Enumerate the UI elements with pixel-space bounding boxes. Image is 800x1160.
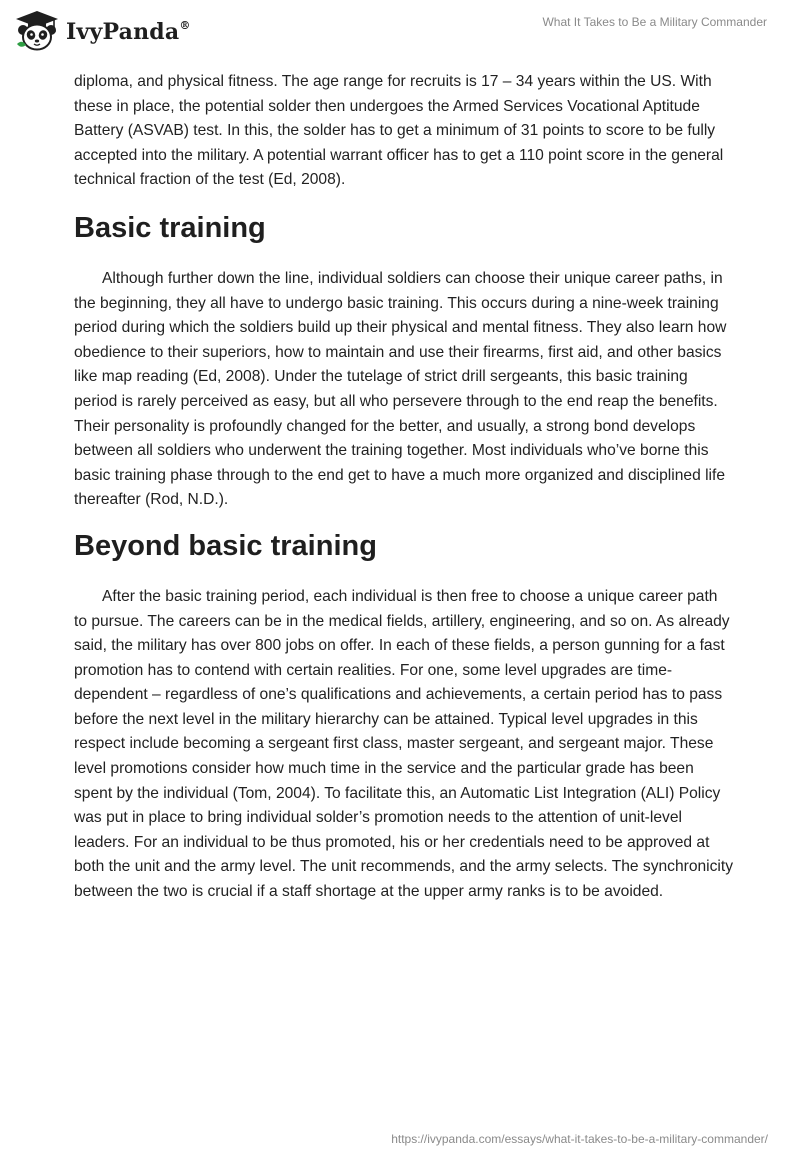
document-title: What It Takes to Be a Military Commander (542, 15, 767, 29)
intro-paragraph: diploma, and physical fitness. The age range for recruits is 17 – 34 years within the US. With these in place, the potential solder then undergoes the Armed Services Vocational Aptitude Battery (ASVAB) test. In this, the solder has to get a minimum of 31 points to score to be fully accepted into the military. A potential warrant officer has to get a 110 point score in the general technical fraction of the test (Ed, 2008). (74, 73, 724, 189)
source-url[interactable]: https://ivypanda.com/essays/what-it-takes-to-be-a-military-commander/ (391, 1132, 768, 1146)
brand-name: IvyPanda® (66, 18, 191, 45)
site-logo[interactable] (14, 8, 191, 54)
section-heading-basic-training: Basic training (74, 211, 266, 244)
beyond-basic-training-paragraph: After the basic training period, each individual is then free to choose a unique career path to pursue. The careers can be in the medical fields, artillery, engineering, and so on. As already said, the military has over 800 jobs on offer. In each of these fields, a person gunning for a fast promotion has to contend with certain realities. For one, some level upgrades are time-dependent – regardless of one’s qualifications and achievements, a certain period has to pass before the next level in the military hierarchy can be attained. Typical level upgrades in this respect include becoming a sergeant first class, master sergeant, and sergeant major. These level promotions consider how much time in the service and the particular grade has been spent by the individual (Tom, 2004). To facilitate this, an Automatic List Integration (ALI) Policy was put in place to bring individual solder’s promotion needs to the attention of unit-level leaders. For an individual to be thus promoted, his or her credentials need to be approved at both the unit and the army level. The unit recommends, and the army selects. The synchronicity between the two is crucial if a staff shortage at the upper army ranks is to be avoided. (74, 587, 734, 901)
basic-training-paragraph: Although further down the line, individual soldiers can choose their unique career paths, in the beginning, they all have to undergo basic training. This occurs during a nine-week training period during which the soldiers build up their physical and mental fitness. They also learn how obedience to their superiors, how to maintain and use their firearms, first aid, and other basics like map reading (Ed, 2008). Under the tutelage of strict drill sergeants, this basic training period is rarely perceived as easy, but all who persevere through to the end reap the benefits. Their personality is profoundly changed for the better, and usually, a strong bond develops between all soldiers who underwent the training together. Most individuals who’ve borne this basic training phase through to the end get to have a much more organized and disciplined life thereafter (Rod, N.D.). (74, 269, 727, 509)
section-heading-beyond-basic-training: Beyond basic training (74, 529, 377, 562)
registered-mark: ® (179, 18, 191, 32)
essay-content (74, 70, 734, 905)
panda-graduate-icon (14, 8, 60, 54)
page-header (0, 0, 800, 62)
